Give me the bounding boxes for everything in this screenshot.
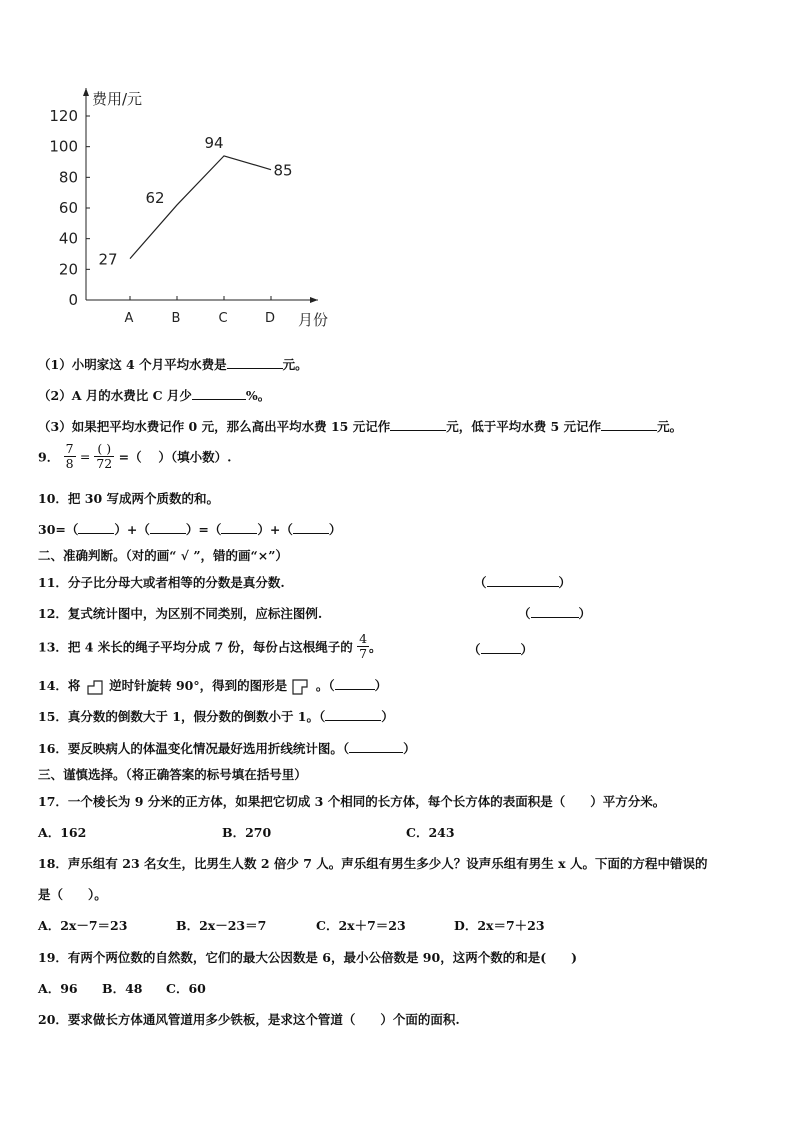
series-line xyxy=(130,156,271,259)
option-c[interactable]: C．60 xyxy=(166,981,206,996)
y-tick-label: 120 xyxy=(49,107,78,125)
answer-paren[interactable]: （ ） xyxy=(468,642,534,657)
question-19: 19．有两个两位数的自然数，它们的最大公因数是 6，最小公倍数是 90，这两个数的和是( ) xyxy=(38,950,578,965)
answer-blank[interactable] xyxy=(335,678,375,690)
answer-blank[interactable] xyxy=(150,522,186,534)
answer-paren[interactable]: （ ） xyxy=(518,606,592,621)
question-13: 13．把 4 米长的绳子平均分成 7 份，每份占这根绳子的 $\frac{4}{7}$ 。 xyxy=(38,631,382,661)
answer-blank[interactable] xyxy=(192,388,246,400)
answer-blank[interactable] xyxy=(390,419,446,431)
fraction: $\frac{( )}{72}$ xyxy=(96,441,113,471)
question-14: 14．将 逆时针旋转 90°，得到的图形是 。（ ） xyxy=(38,676,387,696)
answer-blank[interactable] xyxy=(349,741,403,753)
question-8-3: （3）如果把平均水费记作 0 元，那么高出平均水费 15 元记作 元，低于平均水费 5 元记作 元。 xyxy=(38,419,683,434)
option-a[interactable]: A．96 xyxy=(38,981,78,996)
question-17-options xyxy=(38,823,455,841)
question-9: 9． $\frac{7}{8}$ = $\frac{( )}{72}$ =（ ）（填小数）. xyxy=(38,441,232,471)
question-18: 18．声乐组有 23 名女生，比男生人数 2 倍少 7 人。声乐组有男生多少人？设声乐组有男生 x 人。下面的方程中错误的 xyxy=(38,856,708,871)
x-axis-label: 月份 xyxy=(298,311,329,329)
section-2-title: 二、准确判断。（对的画“ √ ”，错的画“×”） xyxy=(38,548,288,563)
chart-axes xyxy=(83,88,328,329)
chart-series xyxy=(130,156,271,259)
y-axis-label: 费用/元 xyxy=(92,90,143,108)
option-c[interactable]: C．2x＋7＝23 xyxy=(316,918,406,933)
question-19-options xyxy=(38,979,206,997)
x-tick-label: C xyxy=(218,311,228,326)
option-b[interactable]: B．48 xyxy=(102,981,143,996)
option-a[interactable]: A．2x－7＝23 xyxy=(38,918,128,933)
data-label: 62 xyxy=(145,188,165,207)
y-tick-label: 100 xyxy=(49,137,78,156)
answer-blank[interactable] xyxy=(601,419,657,431)
option-c[interactable]: C．243 xyxy=(406,825,455,840)
option-d[interactable]: D．2x＝7＋23 xyxy=(454,918,545,933)
fraction: $\frac{4}{7}$ xyxy=(359,631,368,661)
answer-blank[interactable] xyxy=(78,522,114,534)
y-tick-label: 0 xyxy=(68,291,78,309)
question-17: 17．一个棱长为 9 分米的正方体，如果把它切成 3 个相同的长方体，每个长方体的表面积是（ ）平方分米。 xyxy=(38,794,666,809)
y-axis-arrow xyxy=(83,88,89,96)
section-3-title: 三、谨慎选择。（将正确答案的标号填在括号里） xyxy=(38,767,307,782)
answer-blank[interactable] xyxy=(221,522,257,534)
question-16: 16．要反映病人的体温变化情况最好选用折线统计图。（ ） xyxy=(38,741,416,756)
chart-ticks xyxy=(49,107,275,326)
question-10-equation: 30=（ ）+（ ）=（ ）+（ ） xyxy=(38,522,342,537)
x-tick-label: B xyxy=(171,311,181,326)
question-8-1: （1）小明家这 4 个月平均水费是 元。 xyxy=(38,357,308,372)
answer-blank[interactable] xyxy=(325,709,381,721)
rotated-shape-icon xyxy=(291,678,311,696)
y-tick-label: 40 xyxy=(58,229,78,248)
water-fee-line-chart xyxy=(0,0,794,340)
question-10: 10．把 30 写成两个质数的和。 xyxy=(38,491,219,506)
y-tick-label: 80 xyxy=(58,168,78,187)
x-axis-arrow xyxy=(310,297,318,303)
question-11: 11．分子比分母大或者相等的分数是真分数. xyxy=(38,575,285,590)
option-a[interactable]: A．162 xyxy=(38,825,87,840)
answer-blank[interactable] xyxy=(227,357,283,369)
question-12: 12．复式统计图中，为区别不同类别，应标注图例. xyxy=(38,606,323,621)
data-label: 94 xyxy=(204,133,224,152)
x-tick-label: D xyxy=(264,311,276,326)
fraction: $\frac{7}{8}$ xyxy=(65,441,74,471)
question-8-2: （2）A 月的水费比 C 月少 %。 xyxy=(38,388,271,403)
option-b[interactable]: B．270 xyxy=(222,825,272,840)
answer-blank[interactable] xyxy=(293,522,329,534)
rotation-shape-icon xyxy=(85,678,105,696)
option-b[interactable]: B．2x－23＝7 xyxy=(176,918,267,933)
question-18-options xyxy=(38,916,545,934)
question-20: 20．要求做长方体通风管道用多少铁板，是求这个管道（ ）个面的面积. xyxy=(38,1012,460,1027)
x-tick-label: A xyxy=(124,311,134,326)
data-label: 27 xyxy=(98,250,118,269)
y-tick-label: 20 xyxy=(58,260,78,279)
answer-paren[interactable]: （ ） xyxy=(474,575,572,590)
chart-labels xyxy=(98,134,292,269)
question-15: 15．真分数的倒数大于 1，假分数的倒数小于 1。（ ） xyxy=(38,709,394,724)
y-tick-label: 60 xyxy=(58,199,78,217)
data-label: 85 xyxy=(273,161,293,180)
question-18-cont: 是（ ）。 xyxy=(38,887,107,902)
